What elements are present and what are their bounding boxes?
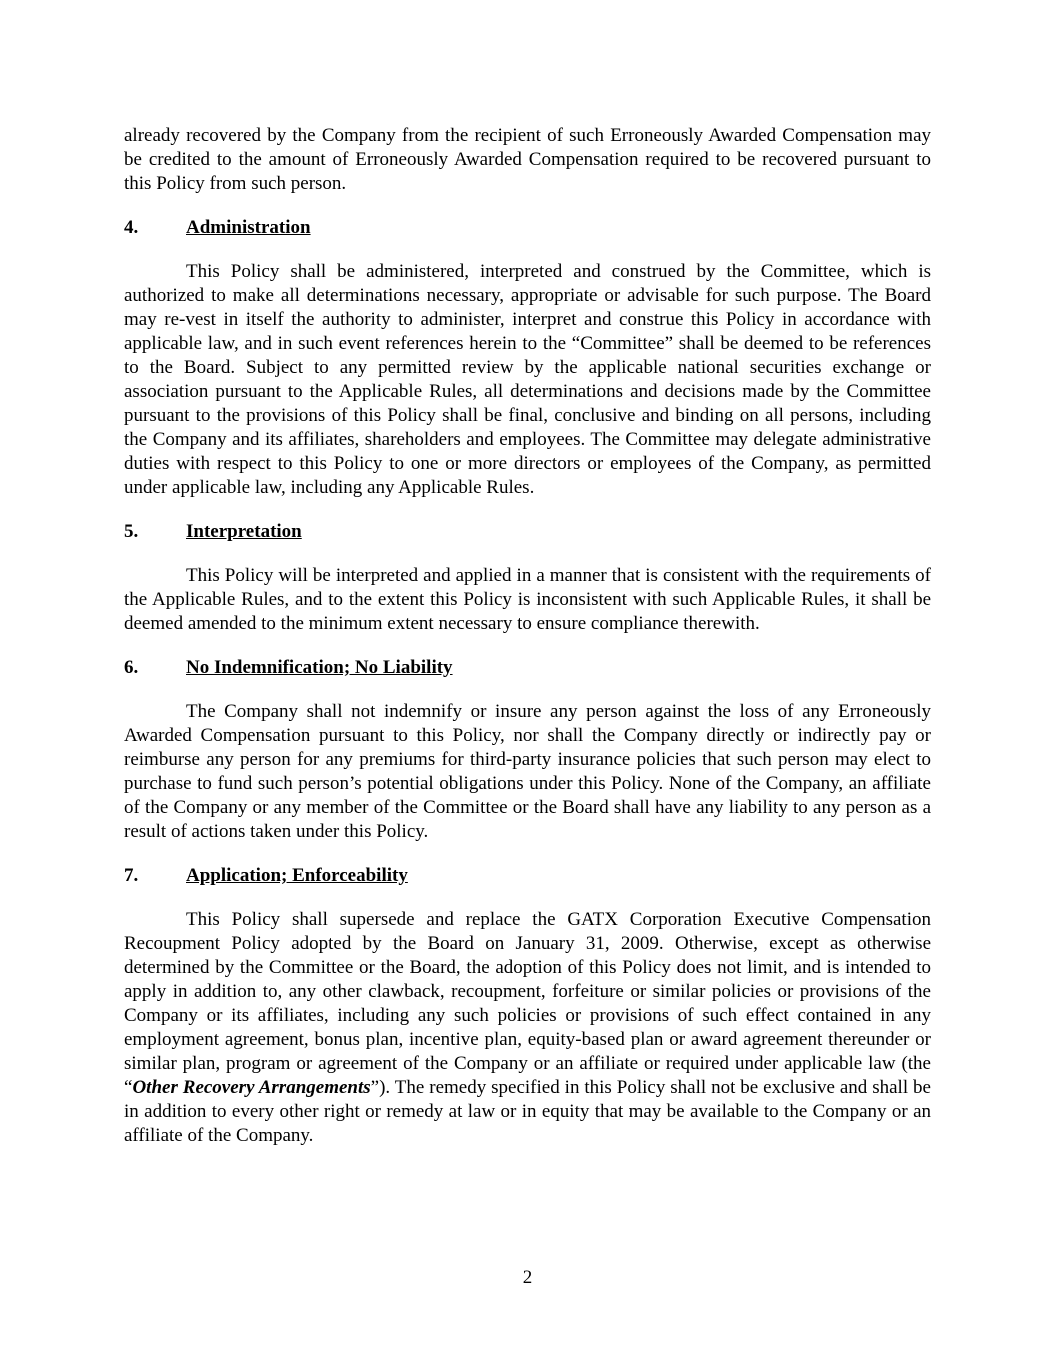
section-title: Application; Enforceability (186, 865, 408, 886)
section-title: Administration (186, 217, 311, 238)
defined-term: Other Recovery Arrangements (132, 1077, 371, 1098)
section-body-administration: This Policy shall be administered, interpreted and construed by the Committee, which is authorized to make all determinations necessary, appropriate or advisable for such purpose. The Board may re-vest in itself the authority to administer, interpret and construe this Policy in accordance with applicable law, and in such event references herein to the “Committee” shall be deemed to be references to the Board. Subject to any permitted review by the applicable national securities exchange or association pursuant to the Applicable Rules, all determinations and decisions made by the Committee pursuant to the provisions of this Policy shall be final, conclusive and binding on all persons, including the Company and its affiliates, shareholders and employees. The Committee may delegate administrative duties with respect to this Policy to one or more directors or employees of the Company, as permitted under applicable law, including any Applicable Rules. (124, 261, 931, 498)
section-number: 6. (124, 657, 139, 678)
page-number: 2 (522, 1267, 533, 1288)
section-body-part1: This Policy shall supersede and replace the GATX Corporation Executive Compensation Recoupment Policy adopted by the Board on January 31, 2009. Otherwise, except as otherwise determined by the Committee or the Board, the adoption of this Policy does not limit, and is intended to apply in addition to, any other clawback, recoupment, forfeiture or similar policies or provisions of the Company or its affiliates, including any such policies or provisions of such effect contained in any employment agreement, bonus plan, incentive plan, equity-based plan or award agreement thereunder or similar plan, program or agreement of the Company or an affiliate or required under applicable law (the “ (124, 909, 931, 1098)
intro-paragraph: already recovered by the Company from the recipient of such Erroneously Awarded Compensation may be credited to the amount of Erroneously Awarded Compensation required to be recovered pursuant to this Policy from such person. (124, 125, 931, 194)
section-body-part2: ”). The remedy specified in this Policy shall not be exclusive and shall be in addition to every other right or remedy at law or in equity that may be available to the Company or an affiliate of the Company. (124, 1077, 931, 1146)
section-title: Interpretation (186, 521, 302, 542)
section-heading-application (124, 864, 931, 888)
section-body-application (124, 908, 931, 1148)
section-heading-no-indemnification (124, 656, 931, 680)
section-heading-administration (124, 216, 931, 240)
section-number: 4. (124, 217, 139, 238)
section-body-interpretation: This Policy will be interpreted and applied in a manner that is consistent with the requirements of the Applicable Rules, and to the extent this Policy is inconsistent with such Applicable Rules, it shall be deemed amended to the minimum extent necessary to ensure compliance therewith. (124, 565, 931, 634)
document-page (124, 124, 931, 1148)
section-title: No Indemnification; No Liability (186, 657, 453, 678)
section-number: 7. (124, 865, 139, 886)
section-body-no-indemnification: The Company shall not indemnify or insure any person against the loss of any Erroneously Awarded Compensation pursuant to this Policy, nor shall the Company directly or indirectly pay or reimburse any person for any premiums for third-party insurance policies that such person may elect to purchase to fund such person’s potential obligations under this Policy. None of the Company, an affiliate of the Company or any member of the Committee or the Board shall have any liability to any person as a result of actions taken under this Policy. (124, 701, 931, 842)
section-number: 5. (124, 521, 139, 542)
section-heading-interpretation (124, 520, 931, 544)
